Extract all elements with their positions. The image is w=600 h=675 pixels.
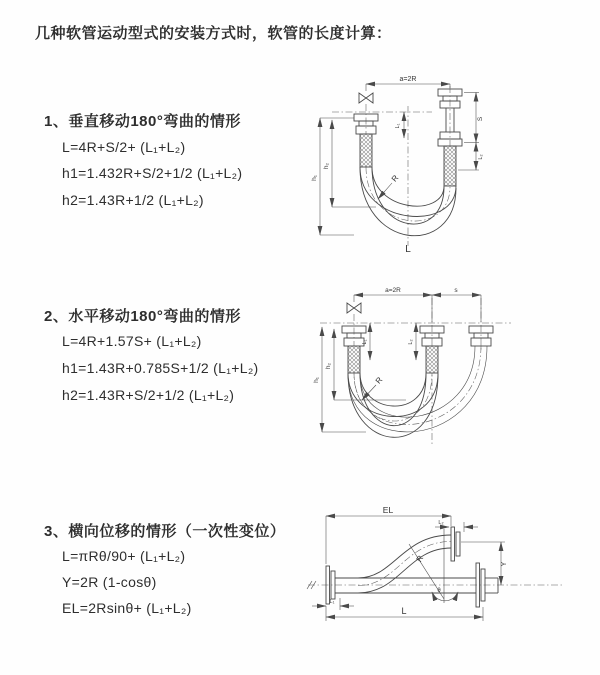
dim-label-h1: h₁ [311, 175, 318, 181]
horizontal-180-bend-diagram [306, 280, 564, 465]
dim-label-y: Y [501, 561, 508, 567]
braided-hose-section [444, 146, 456, 186]
section-1-formula-h2: h2=1.43R+1/2 (L₁+L₂) [62, 192, 204, 208]
vertical-180-bend-diagram [302, 66, 554, 262]
section-2-formula-L: L=4R+1.57S+ (L₁+L₂) [62, 333, 202, 349]
dim-label-l1: L₁ [329, 599, 335, 605]
radius-label: R [373, 375, 385, 386]
section-1-heading: 1、垂直移动180°弯曲的情形 [44, 113, 241, 130]
dim-label-l2: L₂ [478, 154, 484, 160]
length-label: L [401, 606, 407, 616]
dim-label-l2: L₂ [408, 339, 414, 345]
braided-hose-section [426, 346, 438, 373]
length-label: L [405, 244, 411, 255]
lateral-displacement-diagram [298, 502, 590, 650]
radius-label: R [414, 553, 426, 564]
dim-label-s: s [454, 287, 458, 294]
valve-icon [347, 303, 361, 313]
dim-label-h2: h₂ [325, 362, 332, 370]
section-3-heading: 3、横向位移的情形（一次性变位） [44, 523, 286, 540]
hose-drawing [307, 527, 498, 607]
braided-hose-section [348, 346, 360, 373]
valve-icon [359, 93, 373, 103]
dim-label-a2r: a=2R [399, 76, 417, 83]
section-3-formula-L: L=πRθ/90+ (L₁+L₂) [62, 548, 186, 564]
dimension-lines [322, 295, 481, 432]
dim-label-h1: h₁ [313, 377, 320, 383]
dim-label-h2: h₂ [323, 162, 330, 170]
dim-label-a2r: a=2R [385, 287, 401, 294]
section-3-formula-EL: EL=2Rsinθ+ (L₁+L₂) [62, 600, 192, 616]
section-1-formula-L: L=4R+S/2+ (L₁+L₂) [62, 139, 186, 155]
section-2-formula-h1: h1=1.43R+0.785S+1/2 (L₁+L₂) [62, 360, 259, 376]
page-title: 几种软管运动型式的安装方式时，软管的长度计算： [35, 25, 392, 42]
section-3-formula-Y: Y=2R (1-cosθ) [62, 574, 157, 590]
dim-label-l1: L₁ [362, 339, 368, 345]
dim-label-l1: L₁ [395, 123, 401, 129]
centerlines [308, 542, 563, 586]
dim-label-l2: L₂ [438, 520, 444, 526]
dim-label-s: S [477, 116, 484, 122]
centerlines [332, 86, 450, 246]
section-2-formula-h2: h2=1.43R+S/2+1/2 (L₁+L₂) [62, 387, 235, 403]
radius-label: R [389, 173, 401, 184]
section-1-formula-h1: h1=1.432R+S/2+1/2 (L₁+L₂) [62, 165, 243, 181]
braided-hose-section [360, 134, 372, 167]
section-2-heading: 2、水平移动180°弯曲的情形 [44, 308, 241, 325]
angle-theta-label: θ [437, 588, 441, 594]
dim-label-el: EL [382, 505, 394, 515]
